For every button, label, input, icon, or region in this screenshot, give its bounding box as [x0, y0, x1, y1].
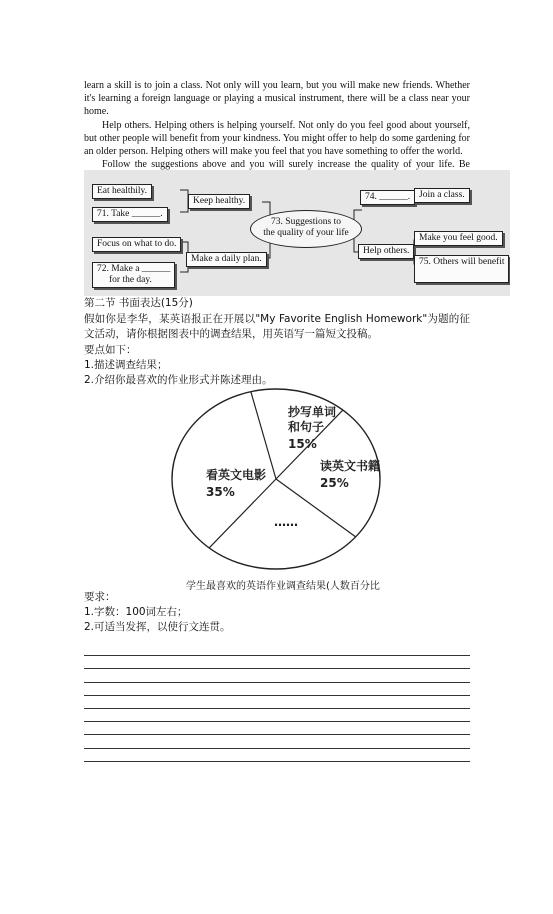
requirements-title: 要求：	[84, 591, 116, 603]
pie-value-label: 25%	[320, 476, 349, 490]
passage-paragraph-3: Follow the suggestions above and you will surely increase the quality of your life. Be	[102, 159, 470, 171]
pie-value-label: 35%	[206, 485, 235, 499]
point-1: 1.描述调查结果；	[84, 359, 168, 371]
mindmap-join-class: Join a class.	[414, 188, 470, 203]
answer-lines	[84, 643, 470, 762]
answer-line[interactable]	[84, 656, 470, 669]
mindmap-eat-healthily: Eat healthily.	[92, 184, 152, 199]
pie-chart	[170, 386, 382, 572]
pie-slice-label-3	[274, 515, 298, 529]
pie-label-text: 读英文书籍	[320, 459, 381, 473]
pie-chart-svg	[170, 386, 382, 572]
reading-passage	[84, 79, 470, 185]
mindmap-center	[250, 210, 362, 248]
mindmap-q72-line2: for the day.	[109, 275, 152, 285]
mindmap-q71: 71. Take ______.	[92, 207, 168, 222]
pie-label-text: 和句子	[288, 420, 325, 434]
mindmap-q72-line1: 72. Make a ______	[97, 264, 171, 274]
mindmap-q73-line2: the quality of your life	[263, 228, 349, 238]
answer-line[interactable]	[84, 735, 470, 748]
mindmap-keep-healthy: Keep healthy.	[188, 194, 250, 209]
mindmap-feel-good: Make you feel good.	[414, 231, 503, 246]
section-prompt: 假如你是李华，某英语报正在开展以"My Favorite English Homework"为题的征文活动，请你根据图表中的调查结果，用英语写一篇短文投稿。	[84, 313, 470, 340]
mindmap-q75: 75. Others will benefit	[414, 255, 509, 283]
answer-line[interactable]	[84, 709, 470, 722]
answer-line[interactable]	[84, 643, 470, 656]
mindmap-q73-line1: 73. Suggestions to	[271, 217, 341, 227]
passage-paragraph-1: learn a skill is to join a class. Not only will you learn, but you will make new friends. Whether it's learning a foreign language or playing a musical instrument, there will be a class near your home.	[84, 80, 470, 118]
mindmap-q72	[92, 262, 175, 288]
mindmap-focus: Focus on what to do.	[92, 237, 181, 252]
mindmap-q74: 74. ______.	[360, 190, 415, 205]
passage-paragraph-2: Help others. Helping others is helping yourself. Not only do you feel good about yourself, but other people will benefit from your kindness. You might offer to help do some gardening for an older person. Helping others will make you feel that you have something to offer the world.	[84, 119, 470, 158]
requirement-1: 1.字数：100词左右；	[84, 606, 188, 618]
point-2: 2.介绍你最喜欢的作业形式并陈述理由。	[84, 374, 273, 386]
chart-title: 学生最喜欢的英语作业调查结果(人数百分比	[186, 581, 380, 592]
pie-label-text: 看英文电影	[206, 468, 267, 482]
section-heading: 第二节 书面表达(15分)	[84, 297, 193, 309]
pie-value-label: 15%	[288, 437, 317, 451]
requirement-2: 2.可适当发挥，以使行文连贯。	[84, 621, 231, 633]
answer-line[interactable]	[84, 696, 470, 709]
points-title: 要点如下：	[84, 344, 137, 356]
mindmap-help-others: Help others.	[358, 244, 414, 259]
answer-line[interactable]	[84, 722, 470, 735]
answer-line[interactable]	[84, 669, 470, 682]
mind-map	[84, 170, 510, 296]
mindmap-daily-plan: Make a daily plan.	[186, 252, 267, 267]
answer-line[interactable]	[84, 749, 470, 762]
answer-line[interactable]	[84, 683, 470, 696]
pie-label-text: 抄写单词	[288, 405, 337, 419]
pie-label-text: ……	[274, 515, 298, 529]
